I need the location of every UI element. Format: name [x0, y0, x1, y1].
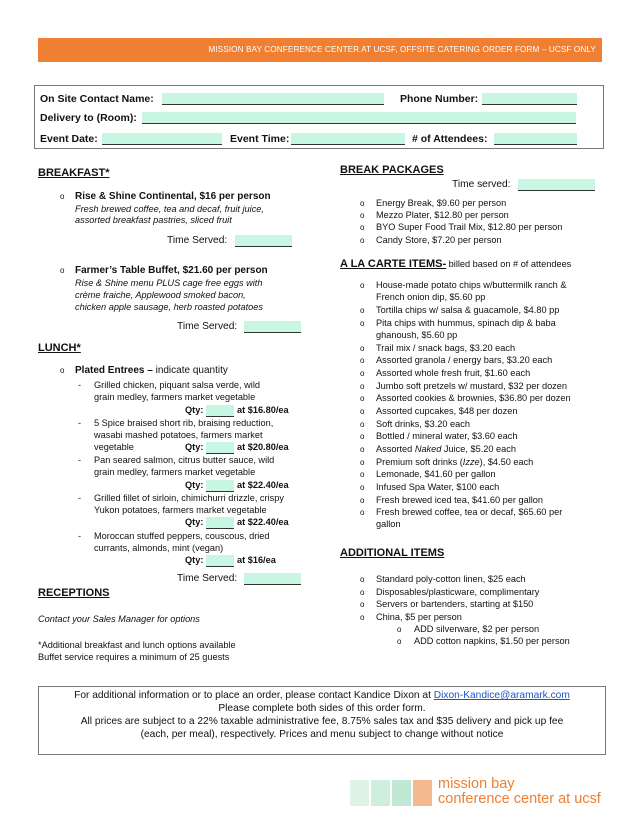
entree-price: at $16/ea — [237, 555, 276, 565]
bullet-icon: o — [360, 432, 365, 441]
entree-desc: Moroccan stuffed peppers, couscous, dried — [94, 531, 270, 541]
additional-item: Servers or bartenders, starting at $150 — [376, 599, 534, 609]
bullet-icon: o — [360, 496, 365, 505]
bullet-icon: o — [360, 575, 365, 584]
plated-label: Plated Entrees – — [75, 365, 153, 376]
break-item: Candy Store, $7.20 per person — [376, 235, 502, 245]
alacarte-note: billed based on # of attendees — [446, 259, 572, 269]
bullet-icon: o — [360, 281, 365, 290]
entree-desc: Grilled fillet of sirloin, chimichurri drizzle, crispy — [94, 493, 284, 503]
additional-item: Standard poly-cotton linen, $25 each — [376, 574, 526, 584]
additional-subitem: ADD silverware, $2 per person — [414, 624, 540, 634]
entree-qty-field[interactable] — [206, 442, 234, 454]
alacarte-item: Assorted cupcakes, $48 per dozen — [376, 406, 518, 416]
breakfast-item-desc: crème fraiche, Applewood smoked bacon, — [75, 290, 246, 300]
alacarte-item: Jumbo soft pretzels w/ mustard, $32 per dozen — [376, 381, 567, 391]
header-banner: MISSION BAY CONFERENCE CENTER AT UCSF, OFFSITE CATERING ORDER FORM – UCSF ONLY — [38, 38, 602, 62]
brand-name: Izze — [462, 457, 480, 467]
footer-box — [38, 686, 606, 755]
alacarte-item: Tortilla chips w/ salsa & guacamole, $4.80 pp — [376, 305, 560, 315]
bullet-icon: o — [360, 369, 365, 378]
bullet-icon: o — [60, 366, 65, 375]
dash: - — [78, 418, 82, 428]
entree-qty-field[interactable] — [206, 405, 234, 417]
logo-text-top: mission bay — [438, 776, 515, 792]
breakfast-item-desc: Rise & Shine menu PLUS cage free eggs with — [75, 278, 263, 288]
contact-email-link[interactable]: Dixon-Kandice@aramark.com — [433, 690, 570, 701]
entree-qty-field[interactable] — [206, 517, 234, 529]
entree-price: at $16.80/ea — [237, 405, 289, 415]
bullet-icon: o — [397, 625, 402, 634]
break-packages-heading: BREAK PACKAGES — [340, 164, 444, 176]
footnote: *Additional breakfast and lunch options available — [38, 640, 236, 650]
logo-square-icon — [371, 780, 390, 806]
alacarte-item: ghanoush, $5.60 pp — [376, 330, 458, 340]
qty-label: Qty: — [185, 480, 204, 490]
alacarte-item — [376, 444, 516, 455]
dash: - — [78, 493, 82, 503]
footer-line — [39, 689, 605, 702]
entree-price: at $22.40/ea — [237, 480, 289, 490]
alacarte-item: Assorted granola / energy bars, $3.20 each — [376, 355, 553, 365]
entree-price: at $22.40/ea — [237, 517, 289, 527]
bullet-icon: o — [360, 211, 365, 220]
bullet-icon: o — [360, 236, 365, 245]
dash: - — [78, 380, 82, 390]
bullet-icon: o — [360, 508, 365, 517]
delivery-label: Delivery to (Room): — [40, 112, 137, 124]
bullet-icon: o — [397, 637, 402, 646]
contact-name-field[interactable] — [162, 93, 384, 105]
logo-square-icon — [350, 780, 369, 806]
bullet-icon: o — [60, 266, 65, 275]
bullet-icon: o — [360, 407, 365, 416]
logo — [350, 776, 610, 810]
entree-desc: Grilled chicken, piquant salsa verde, wild — [94, 380, 260, 390]
breakfast-item-title: Rise & Shine Continental, $16 per person — [75, 191, 271, 202]
delivery-room-field[interactable] — [142, 112, 576, 124]
attendees-field[interactable] — [494, 133, 577, 145]
additional-item: China, $5 per person — [376, 612, 462, 622]
entree-desc: wasabi mashed potatoes, farmers market — [94, 430, 263, 440]
bullet-icon: o — [360, 600, 365, 609]
logo-square-icon — [413, 780, 432, 806]
phone-label: Phone Number: — [400, 93, 479, 105]
footer-line: All prices are subject to a 22% taxable administrative fee, 8.75% sales tax and $35 delivery and pick up fee — [80, 716, 564, 727]
alacarte-heading: A LA CARTE ITEMS- — [340, 258, 447, 270]
event-time-field[interactable] — [291, 133, 405, 145]
time-served-label: Time served: — [452, 179, 511, 190]
breakfast-time-field[interactable] — [244, 321, 301, 333]
event-date-field[interactable] — [102, 133, 222, 145]
bullet-icon: o — [60, 192, 65, 201]
brand-name: Naked — [414, 444, 442, 454]
time-served-label: Time Served: — [167, 235, 228, 246]
entree-desc: Yukon potatoes, farmers market vegetable — [94, 505, 267, 515]
logo-text-bottom: conference center at ucsf — [438, 791, 601, 807]
event-date-label: Event Date: — [40, 133, 98, 145]
entree-price: at $20.80/ea — [237, 442, 289, 452]
text: Assorted — [376, 444, 415, 454]
alacarte-item: Assorted whole fresh fruit, $1.60 each — [376, 368, 531, 378]
break-item: Mezzo Plater, $12.80 per person — [376, 210, 509, 220]
alacarte-item: Infused Spa Water, $100 each — [376, 482, 500, 492]
alacarte-item: Fresh brewed coffee, tea or decaf, $65.60 per — [376, 507, 563, 517]
lunch-time-field[interactable] — [244, 573, 301, 585]
time-served-label: Time Served: — [177, 321, 238, 332]
breakfast-item-desc: Fresh brewed coffee, tea and decaf, fruit juice, — [75, 204, 264, 214]
event-time-label: Event Time: — [230, 133, 290, 145]
alacarte-item: gallon — [376, 519, 401, 529]
footer-line: (each, per meal), respectively. Prices and menu subject to change without notice — [140, 729, 504, 740]
bullet-icon: o — [360, 394, 365, 403]
qty-label: Qty: — [185, 517, 204, 527]
alacarte-heading-row — [340, 258, 571, 270]
footnote: Buffet service requires a minimum of 25 guests — [38, 652, 230, 662]
qty-label: Qty: — [185, 442, 204, 452]
bullet-icon: o — [360, 319, 365, 328]
break-item: BYO Super Food Trail Mix, $12.80 per person — [376, 222, 563, 232]
dash: - — [78, 531, 82, 541]
bullet-icon: o — [360, 420, 365, 429]
receptions-contact: Contact your Sales Manager for options — [38, 614, 200, 624]
plated-note: indicate quantity — [152, 365, 228, 376]
footer-text: For additional information or to place an order, please contact Kandice Dixon at — [74, 690, 431, 701]
bullet-icon: o — [360, 588, 365, 597]
bullet-icon: o — [360, 356, 365, 365]
additional-subitem: ADD cotton napkins, $1.50 per person — [414, 636, 570, 646]
breakfast-item-desc: chicken apple sausage, herb roasted potatoes — [75, 302, 263, 312]
entree-desc: grain medley, farmers market vegetable — [94, 467, 256, 477]
alacarte-item: Fresh brewed iced tea, $41.60 per gallon — [376, 495, 544, 505]
alacarte-item: Pita chips with hummus, spinach dip & baba — [376, 318, 556, 328]
qty-label: Qty: — [185, 555, 204, 565]
text: Juice, $5.20 each — [441, 444, 516, 454]
bullet-icon: o — [360, 382, 365, 391]
bullet-icon: o — [360, 458, 365, 467]
bullet-icon: o — [360, 445, 365, 454]
breakfast-item-desc: assorted breakfast pastries, sliced fruit — [75, 215, 232, 225]
bullet-icon: o — [360, 306, 365, 315]
footer-line: Please complete both sides of this order form. — [218, 703, 426, 714]
entree-qty-field[interactable] — [206, 555, 234, 567]
alacarte-item: Lemonade, $41.60 per gallon — [376, 469, 496, 479]
alacarte-item: Trail mix / snack bags, $3.20 each — [376, 343, 516, 353]
alacarte-item: Assorted cookies & brownies, $36.80 per dozen — [376, 393, 571, 403]
entree-desc: currants, almonds, mint (vegan) — [94, 543, 224, 553]
entree-desc: 5 Spice braised short rib, braising reduction, — [94, 418, 274, 428]
bullet-icon: o — [360, 470, 365, 479]
breakfast-heading: BREAKFAST* — [38, 167, 110, 179]
dash: - — [78, 455, 82, 465]
entree-desc: Pan seared salmon, citrus butter sauce, wild — [94, 455, 275, 465]
bullet-icon: o — [360, 199, 365, 208]
text: Premium soft drinks ( — [376, 457, 463, 467]
entree-qty-field[interactable] — [206, 480, 234, 492]
alacarte-item: French onion dip, $5.60 pp — [376, 292, 486, 302]
alacarte-item: Bottled / mineral water, $3.60 each — [376, 431, 518, 441]
receptions-heading: RECEPTIONS — [38, 587, 110, 599]
phone-field[interactable] — [482, 93, 577, 105]
breakfast-time-field[interactable] — [235, 235, 292, 247]
plated-entrees-title — [75, 365, 228, 376]
entree-desc: vegetable — [94, 442, 134, 452]
bullet-icon: o — [360, 344, 365, 353]
break-time-field[interactable] — [518, 179, 595, 191]
qty-label: Qty: — [185, 405, 204, 415]
additional-items-heading: ADDITIONAL ITEMS — [340, 547, 445, 559]
contact-name-label: On Site Contact Name: — [40, 93, 154, 105]
entree-desc: grain medley, farmers market vegetable — [94, 392, 256, 402]
bullet-icon: o — [360, 613, 365, 622]
lunch-heading: LUNCH* — [38, 342, 81, 354]
logo-square-icon — [392, 780, 411, 806]
text: ), $4.50 each — [479, 457, 534, 467]
alacarte-item — [376, 457, 533, 468]
bullet-icon: o — [360, 483, 365, 492]
additional-item: Disposables/plasticware, complimentary — [376, 587, 540, 597]
bullet-icon: o — [360, 223, 365, 232]
alacarte-item: House-made potato chips w/buttermilk ranch & — [376, 280, 567, 290]
time-served-label: Time Served: — [177, 573, 238, 584]
alacarte-item: Soft drinks, $3.20 each — [376, 419, 470, 429]
breakfast-item-title: Farmer’s Table Buffet, $21.60 per person — [75, 265, 268, 276]
break-item: Energy Break, $9.60 per person — [376, 198, 507, 208]
attendees-label: # of Attendees: — [412, 133, 488, 145]
